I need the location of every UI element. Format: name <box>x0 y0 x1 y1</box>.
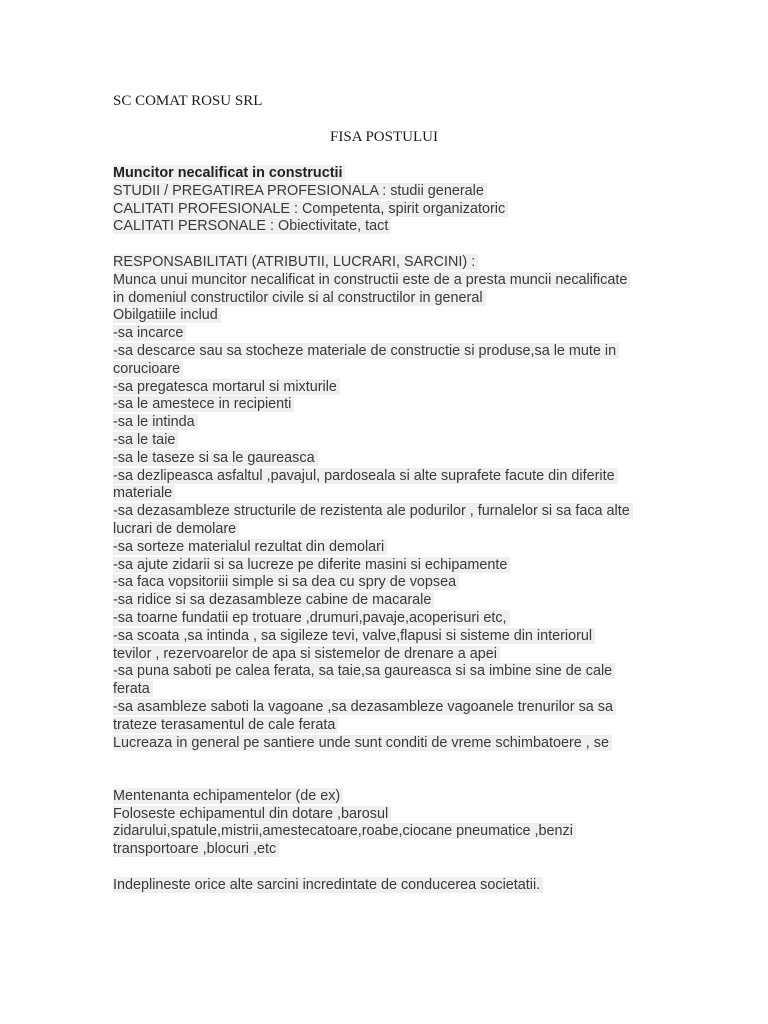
maintenance-text: transportoare ,blocuri ,etc <box>113 841 279 857</box>
qualification-line <box>113 218 673 236</box>
responsibility-text: -sa ridice si sa dezasambleze cabine de macarale <box>113 592 434 608</box>
responsibility-line <box>113 539 673 557</box>
responsibility-text: -sa faca vopsitoriii simple si sa dea cu spry de vopsea <box>113 574 459 590</box>
maintenance-line <box>113 788 673 806</box>
responsibility-line <box>113 628 673 646</box>
responsibility-line <box>113 343 673 361</box>
responsibility-line <box>113 699 673 717</box>
spacer <box>113 752 673 788</box>
maintenance-line <box>113 806 673 824</box>
responsibility-text: Lucreaza in general pe santiere unde sunt conditi de vreme schimbatoere , se <box>113 735 612 751</box>
maintenance-line <box>113 841 673 859</box>
responsibility-line <box>113 361 673 379</box>
responsibility-text: -sa ajute zidarii si sa lucreze pe diferite masini si echipamente <box>113 557 510 573</box>
responsibility-text: -sa pregatesca mortarul si mixturile <box>113 379 340 395</box>
responsibility-text: -sa toarne fundatii ep trotuare ,drumuri,pavaje,acoperisuri etc, <box>113 610 510 626</box>
responsibility-line <box>113 681 673 699</box>
maintenance-section <box>113 788 673 859</box>
responsibility-text: -sa le taseze si sa le gaureasca <box>113 450 318 466</box>
responsibility-line <box>113 503 673 521</box>
responsibility-text: Obilgatiile includ <box>113 307 221 323</box>
responsibility-line <box>113 450 673 468</box>
responsibility-text: -sa le taie <box>113 432 178 448</box>
spacer <box>113 859 673 877</box>
responsibility-text: -sa descarce sau sa stocheze materiale de constructie si produse,sa le mute in <box>113 343 619 359</box>
qualification-line <box>113 201 673 219</box>
responsibility-text: -sa asambleze saboti la vagoane ,sa dezasambleze vagoanele trenurilor sa sa <box>113 699 616 715</box>
document-title: FISA POSTULUI <box>330 129 438 145</box>
responsibility-line <box>113 717 673 735</box>
responsibility-line <box>113 414 673 432</box>
other-tasks-line <box>113 877 673 895</box>
responsibility-line <box>113 557 673 575</box>
responsibility-text: lucrari de demolare <box>113 521 239 537</box>
maintenance-line <box>113 823 673 841</box>
job-title: Muncitor necalificat in constructii <box>113 165 345 181</box>
responsibility-line <box>113 379 673 397</box>
responsibility-text: ferata <box>113 681 153 697</box>
responsibility-line <box>113 290 673 308</box>
responsibility-line <box>113 468 673 486</box>
qualifications-section <box>113 183 673 236</box>
responsibility-line <box>113 396 673 414</box>
responsibility-text: -sa dezasambleze structurile de rezistenta ale podurilor , furnalelor si sa faca alte <box>113 503 633 519</box>
responsibility-line <box>113 272 673 290</box>
responsibility-text: -sa sorteze materialul rezultat din demolari <box>113 539 387 555</box>
qualification-text: CALITATI PROFESIONALE : Competenta, spirit organizatoric <box>113 201 508 217</box>
responsibility-text: -sa dezlipeasca asfaltul ,pavajul, pardoseala si alte suprafete facute din diferite <box>113 468 618 484</box>
responsibility-line <box>113 307 673 325</box>
responsibility-text: -sa scoata ,sa intinda , sa sigileze tevi, valve,flapusi si sisteme din interiorul <box>113 628 595 644</box>
responsibility-text: tevilor , rezervoarelor de apa si sistemelor de drenare a apei <box>113 646 500 662</box>
responsibility-line <box>113 663 673 681</box>
maintenance-text: zidarului,spatule,mistrii,amestecatoare,roabe,ciocane pneumatice ,benzi <box>113 823 576 839</box>
spacer <box>113 236 673 254</box>
document-body <box>113 165 673 895</box>
responsibility-text: -sa le intinda <box>113 414 198 430</box>
responsibility-text: RESPONSABILITATI (ATRIBUTII, LUCRARI, SARCINI) : <box>113 254 478 270</box>
maintenance-text: Foloseste echipamentul din dotare ,barosul <box>113 806 391 822</box>
responsibility-text: Munca unui muncitor necalificat in constructii este de a presta muncii necalificate <box>113 272 630 288</box>
qualification-line <box>113 183 673 201</box>
responsibility-line <box>113 574 673 592</box>
maintenance-text: Mentenanta echipamentelor (de ex) <box>113 788 343 804</box>
responsibility-line <box>113 592 673 610</box>
responsibilities-section <box>113 254 673 752</box>
responsibility-text: -sa le amestece in recipienti <box>113 396 294 412</box>
responsibility-line <box>113 735 673 753</box>
qualification-text: CALITATI PERSONALE : Obiectivitate, tact <box>113 218 391 234</box>
qualification-text: STUDII / PREGATIREA PROFESIONALA : studii generale <box>113 183 487 199</box>
responsibility-text: corucioare <box>113 361 183 377</box>
responsibility-text: in domeniul constructilor civile si al constructilor in general <box>113 290 486 306</box>
responsibility-line <box>113 521 673 539</box>
responsibility-text: materiale <box>113 485 175 501</box>
company-name: SC COMAT ROSU SRL <box>113 93 263 109</box>
responsibility-text: -sa incarce <box>113 325 186 341</box>
responsibility-text: trateze terasamentul de cale ferata <box>113 717 338 733</box>
responsibility-line <box>113 432 673 450</box>
responsibility-line <box>113 610 673 628</box>
responsibility-line <box>113 325 673 343</box>
responsibility-line <box>113 485 673 503</box>
other-tasks: Indeplineste orice alte sarcini incredintate de conducerea societatii. <box>113 877 543 893</box>
responsibility-text: -sa puna saboti pe calea ferata, sa taie,sa gaureasca si sa imbine sine de cale <box>113 663 615 679</box>
responsibility-line <box>113 646 673 664</box>
responsibility-line <box>113 254 673 272</box>
job-title-line <box>113 165 673 183</box>
